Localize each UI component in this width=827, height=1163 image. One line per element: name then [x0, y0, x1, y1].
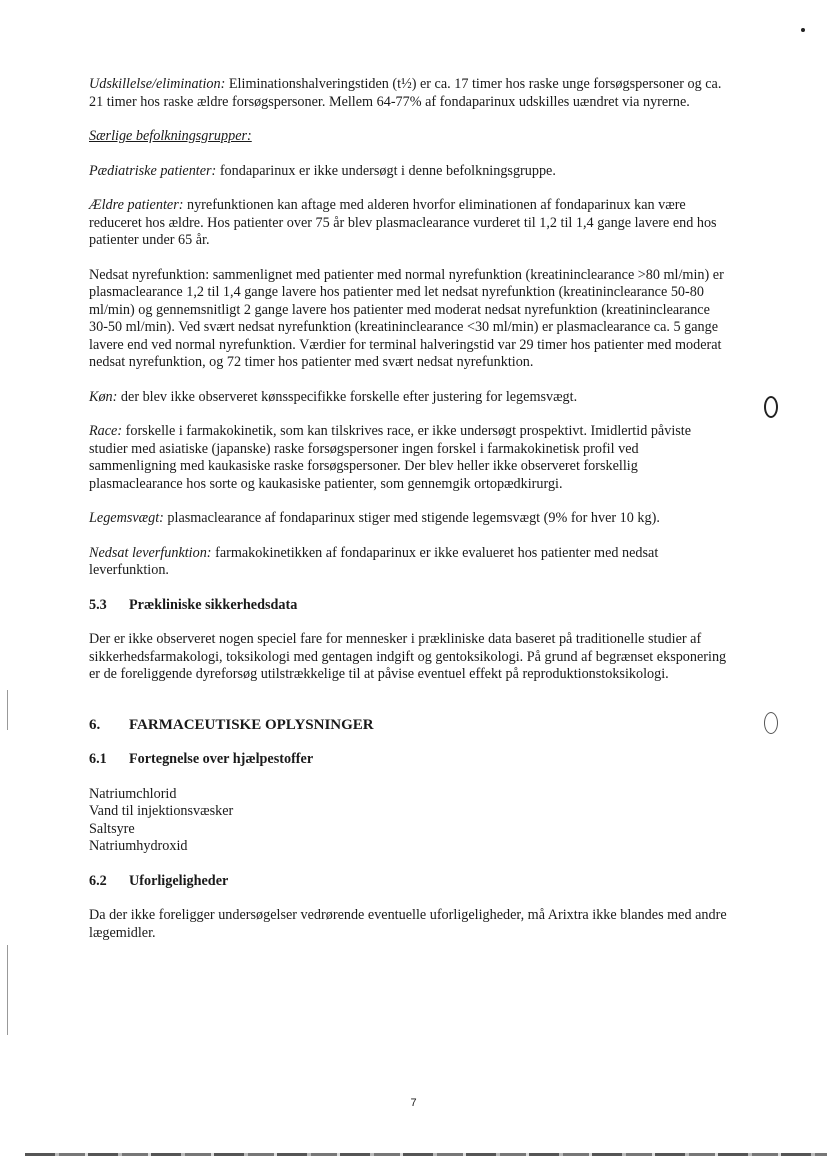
punch-hole-lower — [764, 712, 778, 734]
scan-edge — [25, 1153, 827, 1156]
section-6-1-title: Fortegnelse over hjælpestoffer — [129, 751, 314, 767]
margin-mark — [7, 690, 8, 730]
race-paragraph — [89, 423, 729, 493]
elimination-label: Udskillelse/elimination: — [89, 76, 226, 92]
race-label: Race: — [89, 423, 123, 439]
pediatric-label: Pædiatriske patienter: — [89, 162, 217, 179]
hepatic-text: farmakokinetikken af fondaparinux er ikke evalueret hos patienter med nedsat leverfunktion. — [89, 544, 659, 578]
bodyweight-text: plasmaclearance af fondaparinux stiger med stigende legemsvægt (9% for hver 10 kg). — [167, 510, 660, 526]
list-item: Natriumhydroxid — [89, 838, 188, 854]
section-6-heading — [89, 717, 729, 735]
list-item: Vand til injektionsvæsker — [89, 803, 234, 819]
section-6-1-heading — [89, 751, 729, 769]
page-number: 7 — [410, 1097, 417, 1109]
elimination-paragraph — [89, 76, 729, 111]
section-5-3-number: 5.3 — [89, 596, 107, 613]
pediatric-text: fondaparinux er ikke undersøgt i denne befolkningsgruppe. — [219, 162, 556, 179]
renal-paragraph: Nedsat nyrefunktion: sammenlignet med patienter med normal nyrefunktion (kreatininclearance >80 ml/min) er plasmaclearance 1,2 til 1,4 gange lavere hos patienter med let nedsat nyrefunktion (kreatininclearance 50-80 ml/min) og gennemsnitligt 2 gange lavere hos patienter med moderat nedsat nyrefunktion (kreatininclearance 30-50 ml/min). Ved svært nedsat nyrefunktion (kreatininclearance <30 ml/min) er plasmaclearance ca. 5 gange lavere end ved normal nyrefunktion. Værdier for terminal halveringstid var 29 timer hos patienter med moderat nedsat nyrefunktion, og 72 timer hos patienter med svært nedsat nyrefunktion. — [89, 266, 724, 370]
section-6-title: FARMACEUTISKE OPLYSNINGER — [129, 716, 374, 733]
section-5-3-text: Der er ikke observeret nogen speciel fare for mennesker i prækliniske data baseret på traditionelle studier af sikkerhedsfarmakologi, toksikologi med gentagen indgift og gentoksikologi. På grund af begrænset eksponering er de foreliggende dyreforsøg utilstrækkelige til at påvise eventuel effekt på reproduktionstoksikologi. — [89, 631, 727, 682]
elderly-label: Ældre patienter: — [89, 197, 184, 213]
section-6-2-heading — [89, 873, 729, 891]
section-5-3-title: Prækliniske sikkerhedsdata — [129, 596, 298, 613]
gender-text: der blev ikke observeret kønsspecifikke forskelle efter justering for legemsvægt. — [120, 388, 578, 405]
hepatic-label: Nedsat leverfunktion: — [89, 544, 212, 561]
excipient-list — [89, 786, 729, 856]
section-6-2-text: Da der ikke foreligger undersøgelser vedrørende eventuelle uforligeligheder, må Arixtra ikke blandes med andre lægemidler. — [89, 907, 727, 941]
section-6-number: 6. — [89, 716, 101, 733]
elderly-paragraph — [89, 197, 729, 250]
list-item: Natriumchlorid — [89, 785, 177, 802]
elderly-text: nyrefunktionen kan aftage med alderen hvorfor eliminationen af fondaparinux kan være reduceret hos ældre. Hos patienter over 75 år blev plasmaclearance vurderet til 1,2 til 1,4 gange lavere end hos patienter under 65 år. — [89, 197, 717, 248]
special-groups-label: Særlige befolkningsgrupper: — [89, 128, 252, 144]
section-6-1-number: 6.1 — [89, 751, 107, 767]
punch-hole-upper — [764, 396, 778, 418]
special-groups-heading — [89, 128, 729, 146]
gender-label: Køn: — [89, 388, 118, 405]
hepatic-paragraph — [89, 545, 729, 580]
section-6-2-number: 6.2 — [89, 872, 107, 889]
section-5-3-heading — [89, 597, 729, 615]
margin-mark — [7, 945, 8, 1035]
document-body — [89, 76, 729, 959]
race-text: forskelle i farmakokinetik, som kan tilskrives race, er ikke undersøgt prospektivt. Imidlertid påviste studier med asiatiske (japanske) raske forsøgspersoner ingen forskel i farmakokinetisk profil ved sammenligning med kaukasiske raske forsøgspersoner. Der blev heller ikke observeret forskellig plasmaclearance hos sorte og kaukasiske patienter, som gennemgik ortopædkirurgi. — [89, 423, 692, 492]
bodyweight-label: Legemsvægt: — [89, 510, 164, 526]
list-item: Saltsyre — [89, 820, 135, 837]
pediatric-paragraph — [89, 163, 729, 181]
gender-paragraph — [89, 389, 729, 407]
section-6-2-title: Uforligeligheder — [129, 872, 229, 889]
bodyweight-paragraph — [89, 510, 729, 528]
elimination-text: Eliminationshalveringstiden (t½) er ca. 17 timer hos raske unge forsøgspersoner og ca. 21 timer hos raske ældre forsøgspersoner. Mellem 64-77% af fondaparinux udskilles uændret via nyrerne. — [89, 76, 722, 110]
scan-speck — [801, 28, 805, 32]
